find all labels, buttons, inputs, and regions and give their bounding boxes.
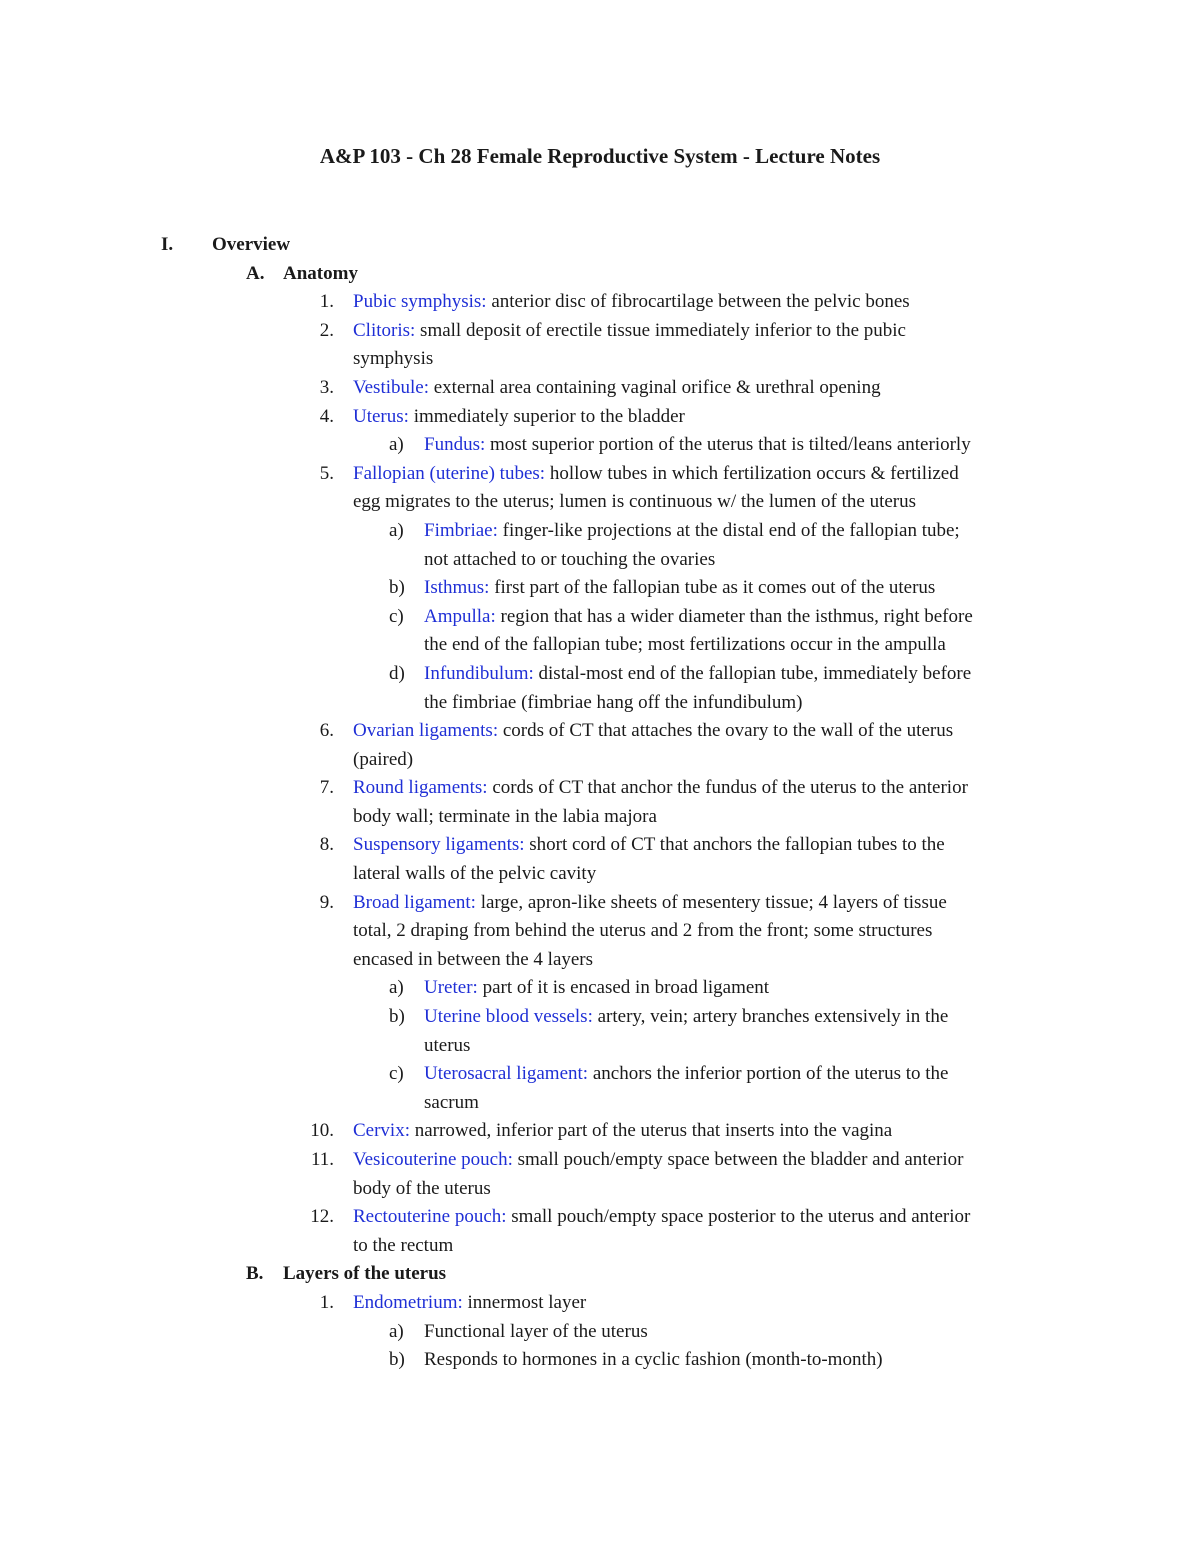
definition-text: short cord of CT that anchors the fallopian tubes to the xyxy=(524,834,945,856)
definition-text: Layers of the uterus xyxy=(283,1263,447,1285)
list-item-text xyxy=(424,1003,948,1032)
list-marker: 3. xyxy=(319,376,334,398)
list-item-text xyxy=(353,460,959,489)
definition-text: Functional layer of the uterus xyxy=(424,1320,648,1342)
list-marker: b) xyxy=(389,1349,405,1371)
term-label: Round ligaments: xyxy=(353,777,488,799)
term-label: Broad ligament: xyxy=(353,891,476,913)
definition-text: not attached to or touching the ovaries xyxy=(424,548,716,570)
list-item-text xyxy=(353,1289,586,1318)
outline-line xyxy=(0,374,1200,403)
outline-line xyxy=(0,1060,1200,1089)
list-item-text xyxy=(424,603,973,632)
list-item-text xyxy=(353,946,593,975)
definition-text: total, 2 draping from behind the uterus and 2 from the front; some structures xyxy=(353,920,933,942)
definition-text: small pouch/empty space between the bladder and anterior xyxy=(512,1149,964,1170)
term-label: Suspensory ligaments: xyxy=(353,834,525,856)
definition-text: immediately superior to the bladder xyxy=(408,405,685,427)
term-label: Uterosacral ligament: xyxy=(424,1063,589,1085)
outline-line xyxy=(0,517,1200,546)
list-item-text xyxy=(424,1060,948,1089)
definition-text: lateral walls of the pelvic cavity xyxy=(353,863,597,885)
list-item-text xyxy=(424,1346,883,1375)
outline-line xyxy=(0,1089,1200,1118)
definition-text: large, apron-like sheets of mesentery tissue; 4 layers of tissue xyxy=(475,891,947,913)
term-label: Ampulla: xyxy=(424,605,496,627)
term-label: Fallopian (uterine) tubes: xyxy=(353,462,546,484)
list-item-text xyxy=(424,689,802,718)
list-marker: B. xyxy=(246,1263,264,1285)
list-item-text xyxy=(353,288,910,317)
outline-line xyxy=(0,231,1200,260)
section-heading xyxy=(212,231,290,260)
term-label: Rectouterine pouch: xyxy=(353,1206,507,1228)
list-item-text xyxy=(353,774,968,803)
list-marker: 1. xyxy=(319,291,334,313)
document-title: A&P 103 - Ch 28 Female Reproductive System - Lecture Notes xyxy=(319,144,881,168)
list-item-text xyxy=(353,374,881,403)
outline-line xyxy=(0,1003,1200,1032)
definition-text: Responds to hormones in a cyclic fashion (month-to-month) xyxy=(424,1349,883,1371)
outline-line xyxy=(0,1203,1200,1232)
list-marker: 7. xyxy=(319,777,334,799)
definition-text: Anatomy xyxy=(283,262,358,284)
list-item-text xyxy=(353,488,916,517)
definition-text: cords of CT that anchor the fundus of the uterus to the anterior xyxy=(487,777,968,799)
term-label: Uterus: xyxy=(353,405,409,427)
definition-text: anterior disc of fibrocartilage between the pelvic bones xyxy=(486,291,910,313)
list-item-text xyxy=(424,974,769,1003)
list-marker: a) xyxy=(389,434,404,456)
term-label: Ovarian ligaments: xyxy=(353,720,499,742)
list-marker: 5. xyxy=(319,462,334,484)
section-heading xyxy=(283,260,358,289)
definition-text: external area containing vaginal orifice & urethral opening xyxy=(429,376,881,398)
term-label: Vestibule: xyxy=(353,376,429,398)
outline-line xyxy=(0,431,1200,460)
outline-line xyxy=(0,831,1200,860)
outline xyxy=(0,231,1200,1375)
outline-line xyxy=(0,889,1200,918)
list-marker: 9. xyxy=(319,891,334,913)
term-label: Cervix: xyxy=(353,1120,410,1142)
list-item-text xyxy=(353,403,685,432)
definition-text: innermost layer xyxy=(462,1291,587,1313)
definition-text: egg migrates to the uterus; lumen is continuous w/ the lumen of the uterus xyxy=(353,491,917,513)
outline-line xyxy=(0,1232,1200,1261)
definition-text: anchors the inferior portion of the uterus to the xyxy=(588,1063,949,1085)
list-marker: 8. xyxy=(319,834,334,856)
outline-line xyxy=(0,774,1200,803)
outline-line xyxy=(0,603,1200,632)
outline-line xyxy=(0,917,1200,946)
list-marker: a) xyxy=(389,519,404,541)
list-marker: 2. xyxy=(319,319,334,341)
definition-text: distal-most end of the fallopian tube, immediately before xyxy=(533,662,972,684)
outline-line xyxy=(0,1175,1200,1204)
outline-line xyxy=(0,317,1200,346)
definition-text: body of the uterus xyxy=(353,1177,491,1199)
definition-text: most superior portion of the uterus that is tilted/leans anteriorly xyxy=(485,434,971,456)
list-marker: 4. xyxy=(319,405,334,427)
list-marker: a) xyxy=(389,1320,404,1342)
list-item-text xyxy=(353,1117,892,1146)
term-label: Pubic symphysis: xyxy=(353,291,487,313)
list-item-text xyxy=(353,1232,453,1261)
list-marker: b) xyxy=(389,577,405,599)
definition-text: encased in between the 4 layers xyxy=(353,948,594,970)
definition-text: body wall; terminate in the labia majora xyxy=(353,805,657,827)
list-marker: 10. xyxy=(310,1120,334,1142)
list-item-text xyxy=(353,717,953,746)
definition-text: small deposit of erectile tissue immediately inferior to the pubic xyxy=(415,319,906,341)
section-heading xyxy=(283,1260,446,1289)
outline-line xyxy=(0,574,1200,603)
list-marker: 12. xyxy=(310,1206,334,1228)
list-item-text xyxy=(424,1032,470,1061)
term-label: Vesicouterine pouch: xyxy=(353,1149,513,1170)
list-marker: I. xyxy=(161,234,174,255)
list-marker: 11. xyxy=(310,1149,334,1170)
outline-line xyxy=(0,946,1200,975)
outline-line xyxy=(0,689,1200,718)
list-item-text xyxy=(424,631,946,660)
definition-text: hollow tubes in which fertilization occurs & fertilized xyxy=(545,462,959,484)
term-label: Isthmus: xyxy=(424,577,490,599)
definition-text: the fimbriae (fimbriae hang off the infundibulum) xyxy=(424,691,803,713)
list-item-text xyxy=(353,860,596,889)
list-item-text xyxy=(424,660,971,689)
list-marker: b) xyxy=(389,1006,405,1028)
list-item-text xyxy=(353,746,413,775)
list-item-text xyxy=(353,917,932,946)
outline-line xyxy=(0,660,1200,689)
list-item-text xyxy=(424,546,715,575)
outline-line xyxy=(0,460,1200,489)
definition-text: artery, vein; artery branches extensively in the xyxy=(592,1006,949,1028)
definition-text: region that has a wider diameter than the isthmus, right before xyxy=(495,605,973,627)
definition-text: first part of the fallopian tube as it comes out of the uterus xyxy=(489,577,936,599)
list-marker: c) xyxy=(389,605,404,627)
list-marker: d) xyxy=(389,662,405,684)
definition-text: part of it is encased in broad ligament xyxy=(477,977,770,999)
list-marker: a) xyxy=(389,977,404,999)
outline-line xyxy=(0,1117,1200,1146)
list-item-text xyxy=(353,889,947,918)
definition-text: the end of the fallopian tube; most fertilizations occur in the ampulla xyxy=(424,634,946,656)
list-item-text xyxy=(353,831,945,860)
outline-line xyxy=(0,803,1200,832)
outline-line xyxy=(0,345,1200,374)
list-item-text xyxy=(424,1089,479,1118)
list-item-text xyxy=(424,574,935,603)
list-item-text xyxy=(424,517,960,546)
outline-line xyxy=(0,288,1200,317)
list-item-text xyxy=(424,1318,648,1347)
outline-line xyxy=(0,403,1200,432)
definition-text: cords of CT that attaches the ovary to the wall of the uterus xyxy=(498,720,954,742)
definition-text: to the rectum xyxy=(353,1234,454,1256)
term-label: Endometrium: xyxy=(353,1291,463,1313)
definition-text: finger-like projections at the distal end of the fallopian tube; xyxy=(497,519,960,541)
list-item-text xyxy=(353,1203,970,1232)
list-marker: 1. xyxy=(319,1291,334,1313)
term-label: Infundibulum: xyxy=(424,662,534,684)
term-label: Fimbriae: xyxy=(424,519,498,541)
list-marker: 6. xyxy=(319,720,334,742)
outline-line xyxy=(0,974,1200,1003)
list-item-text xyxy=(424,431,971,460)
definition-text: symphysis xyxy=(353,348,434,370)
list-item-text xyxy=(353,317,906,346)
outline-line xyxy=(0,260,1200,289)
outline-line xyxy=(0,631,1200,660)
outline-line xyxy=(0,1146,1200,1175)
list-item-text xyxy=(353,803,657,832)
outline-line xyxy=(0,1318,1200,1347)
outline-line xyxy=(0,717,1200,746)
definition-text: (paired) xyxy=(353,748,414,770)
outline-line xyxy=(0,1260,1200,1289)
outline-line xyxy=(0,546,1200,575)
definition-text: small pouch/empty space posterior to the uterus and anterior xyxy=(506,1206,971,1228)
outline-line xyxy=(0,1032,1200,1061)
term-label: Ureter: xyxy=(424,977,478,999)
term-label: Uterine blood vessels: xyxy=(424,1006,593,1028)
list-item-text xyxy=(353,1146,963,1175)
outline-line xyxy=(0,1289,1200,1318)
definition-text: narrowed, inferior part of the uterus that inserts into the vagina xyxy=(410,1120,893,1142)
list-marker: c) xyxy=(389,1063,404,1085)
outline-line xyxy=(0,1346,1200,1375)
outline-line xyxy=(0,488,1200,517)
term-label: Clitoris: xyxy=(353,319,416,341)
definition-text: sacrum xyxy=(424,1091,479,1113)
definition-text: uterus xyxy=(424,1034,471,1056)
list-item-text xyxy=(353,345,433,374)
definition-text: Overview xyxy=(212,234,291,255)
outline-line xyxy=(0,746,1200,775)
list-item-text xyxy=(353,1175,491,1204)
list-marker: A. xyxy=(246,262,265,284)
term-label: Fundus: xyxy=(424,434,486,456)
outline-line xyxy=(0,860,1200,889)
